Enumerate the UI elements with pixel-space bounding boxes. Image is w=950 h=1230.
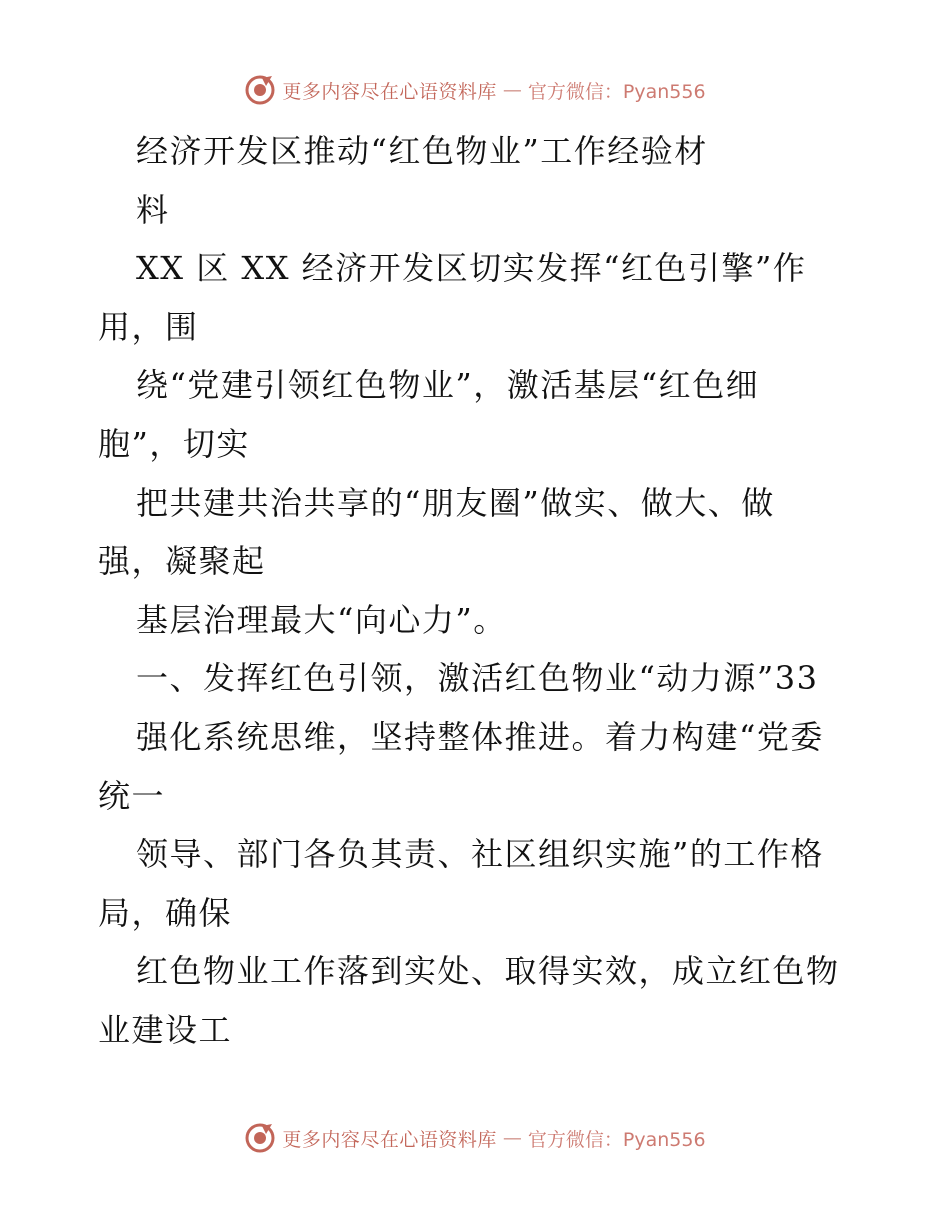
text-line-1: 料 [136,190,170,229]
watermark-dash: — [502,1127,522,1149]
text-line-12: 领导、部门各负其责、社区组织实施”的工作格 [136,835,824,874]
text-line-7: 强，凝聚起 [98,542,266,581]
text-line-15: 业建设工 [98,1010,233,1049]
text-line-2: XX 区 XX 经济开发区切实发挥“红色引擎”作 [136,249,807,288]
text-line-4: 绕“党建引领红色物业”，激活基层“红色细 [136,366,760,405]
watermark-wechat-text: 官方微信：Pyan556 [527,1128,706,1151]
watermark-dash: — [502,79,522,101]
watermark-wechat-text: 官方微信：Pyan556 [527,80,706,103]
document-body [98,122,858,1060]
watermark-site-text: 更多内容尽在心语资料库 [282,80,497,103]
text-line-14: 红色物业工作落到实处、取得实效，成立红色物 [136,952,840,991]
footer-watermark [0,1118,950,1158]
text-line-5: 胞”，切实 [98,424,250,463]
text-line-11: 统一 [98,776,166,815]
brand-logo-icon [244,74,276,106]
text-line-0: 经济开发区推动“红色物业”工作经验材 [136,132,708,170]
text-line-8: 基层治理最大“向心力”。 [136,600,507,639]
text-line-13: 局，确保 [98,893,233,932]
text-line-9: 一、发挥红色引领，激活红色物业“动力源”33 [136,659,819,698]
text-line-10: 强化系统思维，坚持整体推进。着力构建“党委 [136,717,824,756]
header-watermark [0,70,950,110]
text-line-6: 把共建共治共享的“朋友圈”做实、做大、做 [136,483,775,522]
text-line-3: 用，围 [98,307,199,346]
watermark-site-text: 更多内容尽在心语资料库 [282,1128,497,1151]
brand-logo-icon [244,1122,276,1154]
